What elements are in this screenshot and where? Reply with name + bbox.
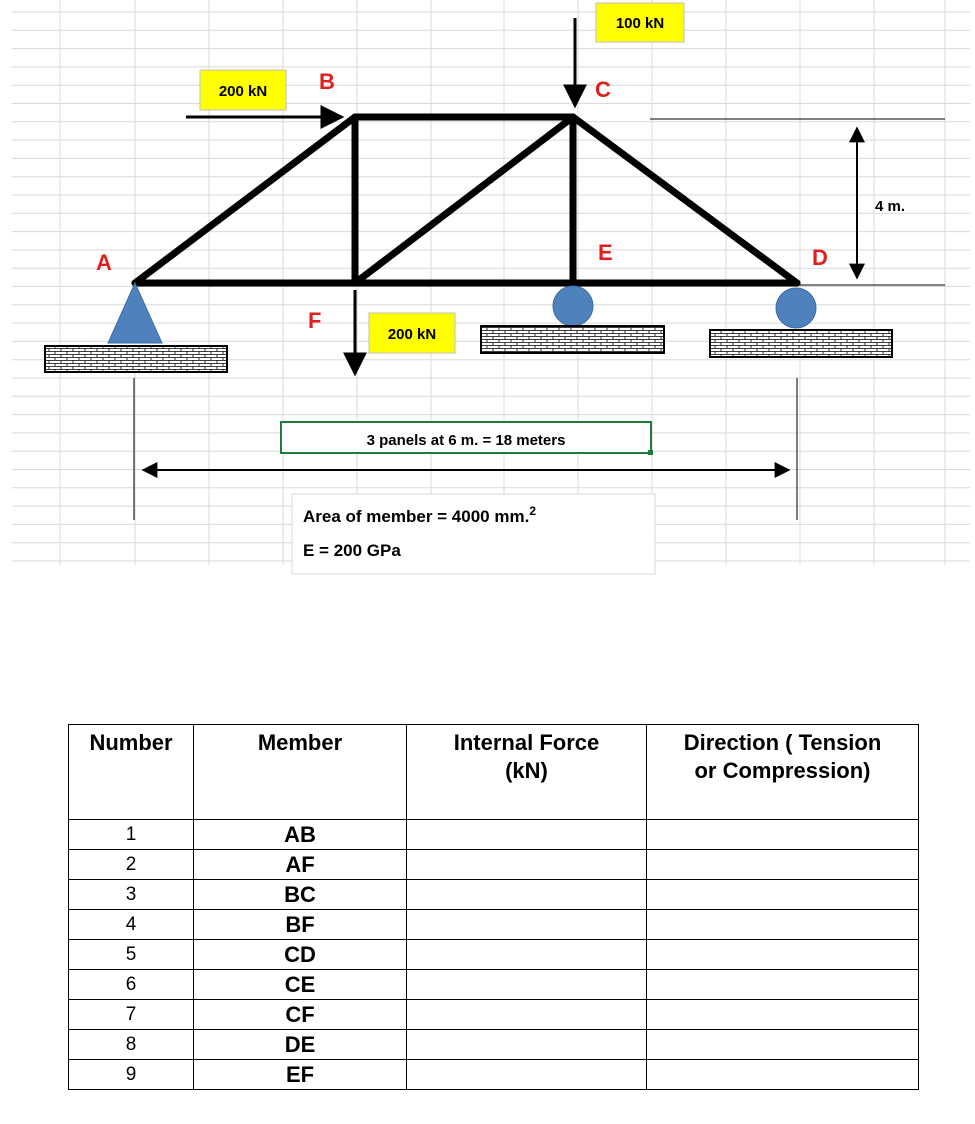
table-row bbox=[69, 820, 919, 850]
row-number: 6 bbox=[69, 970, 194, 1000]
area-superscript: 2 bbox=[529, 504, 536, 518]
row-number: 5 bbox=[69, 940, 194, 970]
header-internal-force: Internal Force (kN) bbox=[407, 725, 647, 820]
table-row bbox=[69, 850, 919, 880]
header-number: Number bbox=[69, 725, 194, 820]
node-label-F: F bbox=[308, 308, 322, 333]
node-label-A: A bbox=[96, 250, 112, 275]
row-internal-force[interactable] bbox=[407, 1060, 647, 1090]
row-number: 2 bbox=[69, 850, 194, 880]
member-force-table bbox=[68, 724, 919, 1090]
row-member: DE bbox=[194, 1030, 407, 1060]
row-number: 4 bbox=[69, 910, 194, 940]
node-label-D: D bbox=[812, 245, 828, 270]
table-row bbox=[69, 910, 919, 940]
row-direction[interactable] bbox=[647, 970, 919, 1000]
header-member: Member bbox=[194, 725, 407, 820]
row-number: 3 bbox=[69, 880, 194, 910]
modulus-label: E = 200 GPa bbox=[303, 541, 401, 560]
table-row bbox=[69, 880, 919, 910]
ground-E bbox=[481, 326, 664, 353]
node-label-B: B bbox=[319, 69, 335, 94]
table-row bbox=[69, 940, 919, 970]
row-number: 8 bbox=[69, 1030, 194, 1060]
row-member: AF bbox=[194, 850, 407, 880]
table-header-row bbox=[69, 725, 919, 820]
span-label-box-handle bbox=[648, 450, 653, 455]
row-internal-force[interactable] bbox=[407, 910, 647, 940]
row-direction[interactable] bbox=[647, 1060, 919, 1090]
row-direction[interactable] bbox=[647, 1030, 919, 1060]
member-AB bbox=[135, 117, 355, 283]
row-internal-force[interactable] bbox=[407, 820, 647, 850]
row-internal-force[interactable] bbox=[407, 880, 647, 910]
area-label: Area of member = 4000 mm.$^2$ bbox=[303, 504, 536, 526]
member-CF bbox=[355, 117, 573, 283]
row-number: 1 bbox=[69, 820, 194, 850]
node-label-E: E bbox=[598, 240, 613, 265]
row-internal-force[interactable] bbox=[407, 1000, 647, 1030]
height-label: 4 m. bbox=[875, 198, 906, 215]
load-label-F: 200 kN bbox=[387, 326, 437, 343]
row-member: CD bbox=[194, 940, 407, 970]
row-member: CF bbox=[194, 1000, 407, 1030]
header-direction: Direction ( Tension or Compression) bbox=[647, 725, 919, 820]
row-number: 9 bbox=[69, 1060, 194, 1090]
row-number: 7 bbox=[69, 1000, 194, 1030]
ground-D bbox=[710, 330, 892, 357]
row-internal-force[interactable] bbox=[407, 1030, 647, 1060]
row-direction[interactable] bbox=[647, 910, 919, 940]
table-row bbox=[69, 1000, 919, 1030]
properties-note-box bbox=[292, 494, 655, 574]
pin-support-A bbox=[108, 283, 162, 343]
table-row bbox=[69, 1060, 919, 1090]
ground-A bbox=[45, 346, 227, 372]
row-direction[interactable] bbox=[647, 940, 919, 970]
table-row bbox=[69, 1030, 919, 1060]
roller-support-D bbox=[776, 288, 816, 328]
row-member: EF bbox=[194, 1060, 407, 1090]
row-internal-force[interactable] bbox=[407, 940, 647, 970]
span-label: 3 panels at 6 m. = 18 meters bbox=[366, 432, 566, 449]
row-direction[interactable] bbox=[647, 1000, 919, 1030]
row-direction[interactable] bbox=[647, 850, 919, 880]
row-internal-force[interactable] bbox=[407, 850, 647, 880]
row-direction[interactable] bbox=[647, 880, 919, 910]
row-member: CE bbox=[194, 970, 407, 1000]
load-label-B: 200 kN bbox=[218, 83, 268, 100]
row-direction[interactable] bbox=[647, 820, 919, 850]
load-label-C: 100 kN bbox=[615, 15, 665, 32]
table-row bbox=[69, 970, 919, 1000]
row-member: AB bbox=[194, 820, 407, 850]
roller-support-E bbox=[553, 286, 593, 326]
node-label-C: C bbox=[595, 77, 611, 102]
row-internal-force[interactable] bbox=[407, 970, 647, 1000]
row-member: BF bbox=[194, 910, 407, 940]
truss-members bbox=[135, 117, 797, 283]
row-member: BC bbox=[194, 880, 407, 910]
